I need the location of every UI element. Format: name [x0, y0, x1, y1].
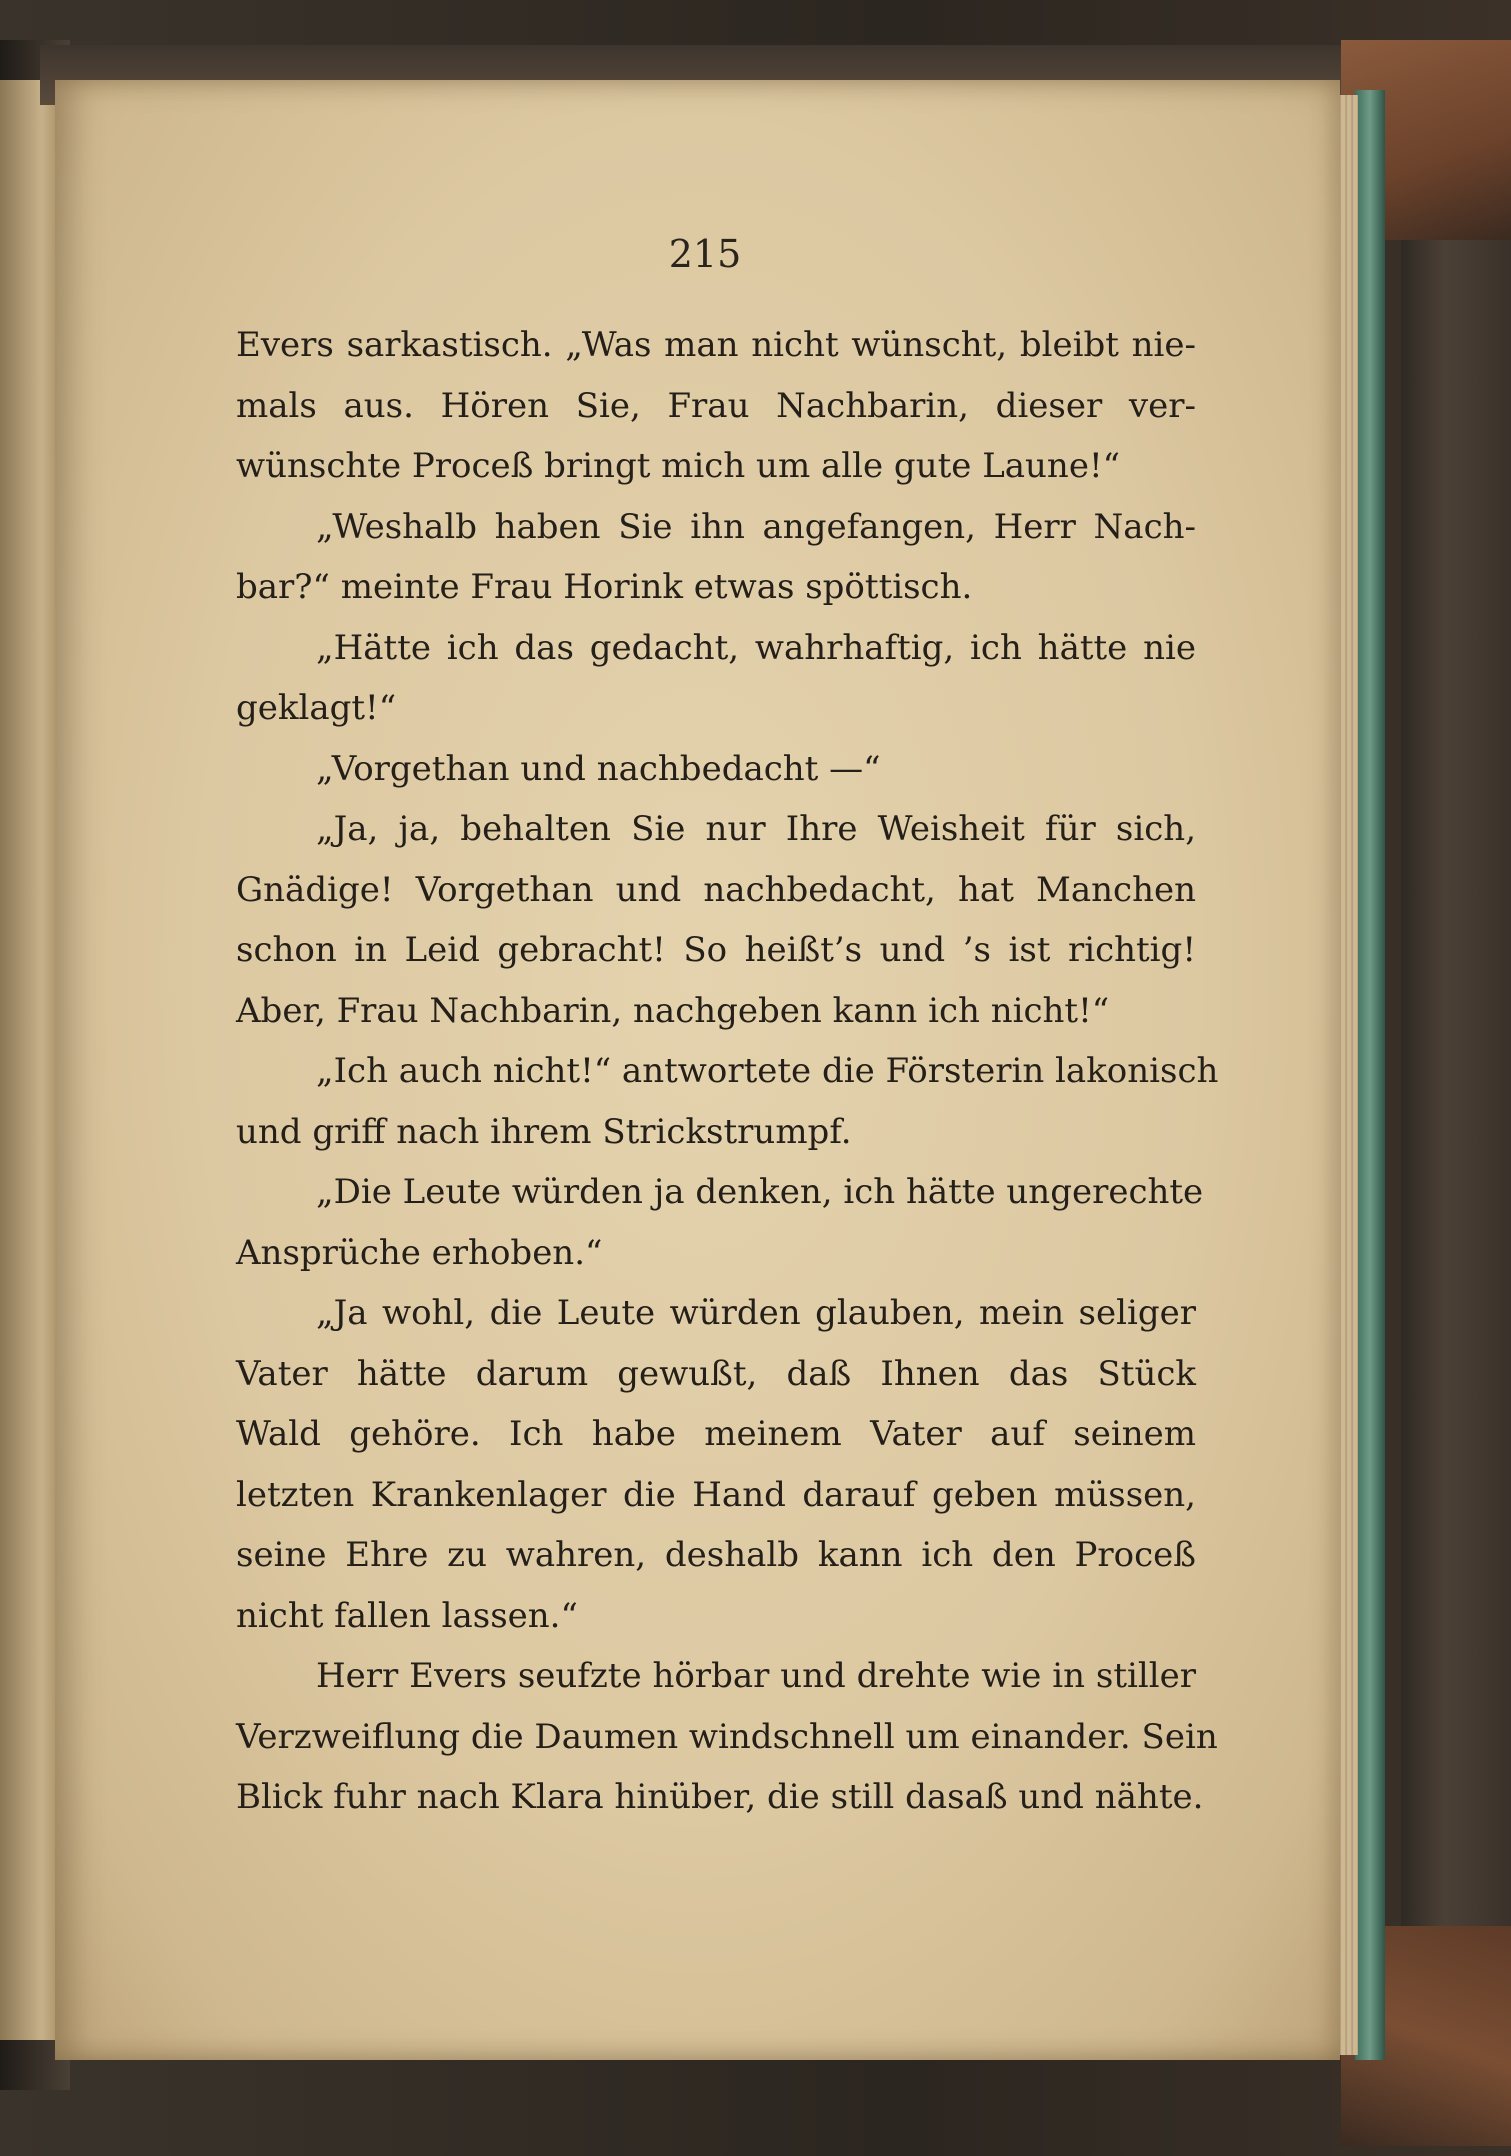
text-line: seine Ehre zu wahren, deshalb kann ich den Proceß — [236, 1535, 1196, 1575]
text-line: „Die Leute würden ja denken, ich hätte ungerechte — [316, 1172, 1204, 1212]
text-line: Aber, Frau Nachbarin, nachgeben kann ich nicht!“ — [236, 990, 1110, 1031]
text-line: Gnädige! Vorgethan und nachbedacht, hat Manchen — [236, 869, 1196, 910]
text-line: Herr Evers seufzte hörbar und drehte wie in stiller — [316, 1656, 1196, 1696]
text-line: schon in Leid gebracht! So heißt’s und ’s ist richtig! — [236, 930, 1196, 970]
text-line: Blick fuhr nach Klara hinüber, die still dasaß und nähte. — [236, 1777, 1204, 1817]
text-line: geklagt!“ — [236, 688, 397, 728]
leather-spine — [1401, 60, 1511, 2140]
text-line: wünschte Proceß bringt mich um alle gute Laune!“ — [236, 446, 1120, 486]
text-line: „Ja wohl, die Leute würden glauben, mein seliger — [316, 1293, 1196, 1333]
text-line: letzten Krankenlager die Hand darauf geben müssen, — [236, 1474, 1196, 1515]
text-line: „Hätte ich das gedacht, wahrhaftig, ich hätte nie — [316, 627, 1196, 668]
text-line: „Weshalb haben Sie ihn angefangen, Herr Nach- — [316, 506, 1196, 547]
text-line: Wald gehöre. Ich habe meinem Vater auf seinem — [236, 1414, 1196, 1454]
text-line: mals aus. Hören Sie, Frau Nachbarin, dieser ver- — [236, 385, 1196, 426]
left-page-edge — [0, 80, 60, 2040]
page-number: 215 — [668, 232, 742, 276]
text-line: nicht fallen lassen.“ — [236, 1595, 578, 1636]
text-line: „Ich auch nicht!“ antwortete die Försterin lakonisch — [316, 1051, 1219, 1091]
text-line: Vater hätte darum gewußt, daß Ihnen das Stück — [236, 1353, 1196, 1394]
text-line: bar?“ meinte Frau Horink etwas spöttisch. — [236, 567, 973, 607]
body-text — [236, 315, 1219, 1828]
text-line: Ansprüche erhoben.“ — [236, 1232, 603, 1273]
text-line: „Ja, ja, behalten Sie nur Ihre Weisheit für sich, — [316, 809, 1196, 849]
text-line: Verzweiflung die Daumen windschnell um einander. Sein — [236, 1716, 1218, 1757]
green-page-edge — [1355, 90, 1385, 2060]
text-line: „Vorgethan und nachbedacht —“ — [316, 748, 881, 789]
text-line: Evers sarkastisch. „Was man nicht wünscht, bleibt nie- — [236, 325, 1196, 365]
text-line: und griff nach ihrem Strickstrumpf. — [236, 1111, 852, 1152]
